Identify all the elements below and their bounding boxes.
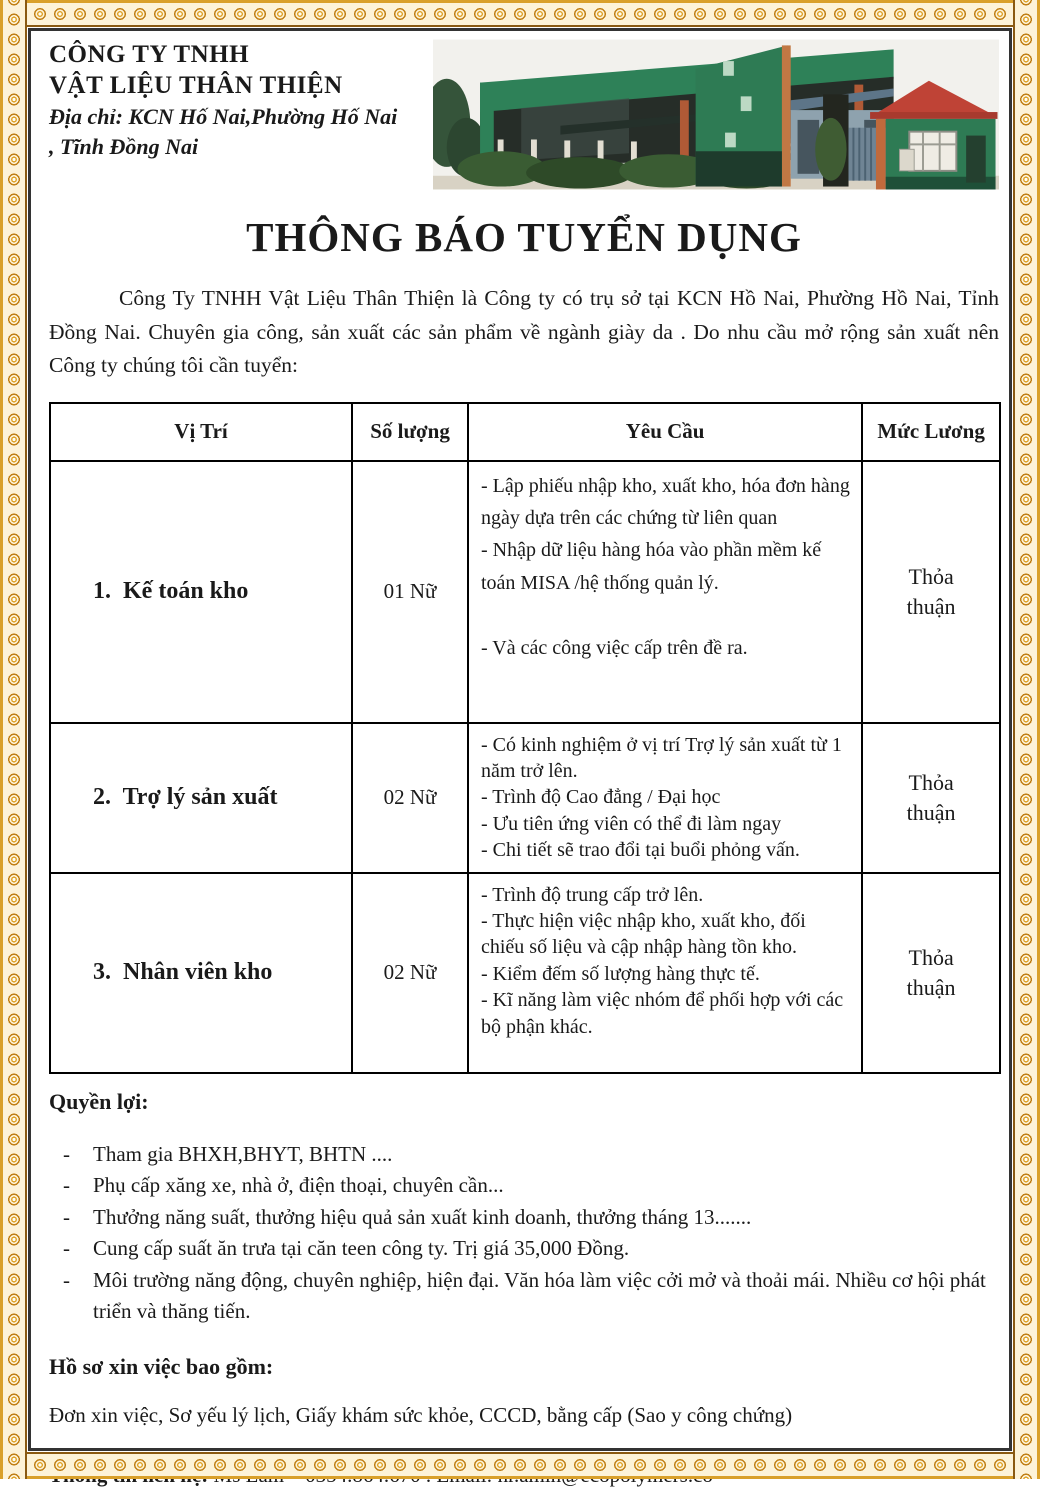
page-title: THÔNG BÁO TUYỂN DỤNG — [246, 214, 802, 260]
requirement-line: - Và các công việc cấp trên đề ra. — [480, 636, 748, 659]
position-cell: 1. Kế toán kho — [50, 461, 352, 723]
requirement-line: - Chi tiết sẽ trao đổi tại buổi phỏng vấn. — [480, 839, 800, 862]
table-row — [50, 461, 1000, 723]
requirement-line: - Kĩ năng làm việc nhóm để phối hợp với các bộ phận khác. — [480, 989, 844, 1038]
requirement-line: - Có kinh nghiệm ở vị trí Trợ lý sản xuất từ 1 năm trở lên. — [480, 733, 842, 782]
requirement-line: - Trình độ trung cấp trở lên. — [480, 883, 704, 906]
benefit-text: Thưởng năng suất, thưởng hiệu quả sản xuất kinh doanh, thưởng tháng 13....... — [93, 1204, 752, 1229]
benefit-text: Môi trường năng động, chuyên nghiệp, hiện đại. Văn hóa làm việc cởi mở và thoải mái. Nhiều cơ hội phát triển và thăng tiến. — [93, 1267, 986, 1324]
position-cell: 2. Trợ lý sản xuất — [50, 723, 352, 873]
benefit-item — [49, 1233, 995, 1265]
dash-marker: - — [63, 1141, 70, 1166]
requirement-line: - Kiểm đếm số lượng hàng thực tế. — [480, 962, 760, 985]
salary-cell: Thỏa thuận — [862, 461, 1000, 723]
documents-heading: Hồ sơ xin việc bao gồm: — [49, 1353, 274, 1379]
benefit-item — [49, 1139, 995, 1171]
benefit-text: Phụ cấp xăng xe, nhà ở, điện thoại, chuyên cần... — [93, 1173, 504, 1198]
table-row — [50, 723, 1000, 873]
requirements-list — [481, 470, 851, 664]
column-header-salary: Mức Lương — [862, 403, 1000, 461]
requirements-list — [481, 882, 851, 1040]
benefits-heading: Quyền lợi: — [49, 1088, 149, 1114]
frame-edge-top — [0, 0, 1040, 27]
frame-edge-right — [1013, 0, 1040, 1479]
company-photo — [433, 38, 999, 191]
jobs-table — [49, 402, 1001, 1074]
requirement-line: - Thực hiện việc nhập kho, xuất kho, đối chiếu số liệu và cập nhập hàng tồn kho. — [480, 909, 806, 959]
quantity-cell: 02 Nữ — [352, 723, 468, 873]
requirements-list — [481, 732, 851, 864]
dash-marker: - — [63, 1173, 70, 1198]
benefit-item — [49, 1202, 995, 1234]
header — [49, 38, 999, 191]
company-name-line2: VẬT LIỆU THÂN THIỆN — [49, 71, 343, 99]
requirement-line: - Trình độ Cao đẳng / Đại học — [480, 786, 721, 809]
dash-marker: - — [63, 1267, 70, 1292]
company-block — [49, 38, 433, 160]
company-name-line1: CÔNG TY TNHH — [49, 41, 250, 68]
benefit-text: Cung cấp suất ăn trưa tại căn teen công ty. Trị giá 35,000 Đồng. — [93, 1236, 630, 1261]
column-header-position: Vị Trí — [50, 403, 352, 461]
benefit-text: Tham gia BHXH,BHYT, BHTN .... — [93, 1141, 393, 1166]
benefits-list — [49, 1139, 999, 1328]
dash-marker: - — [63, 1204, 70, 1229]
benefit-item — [49, 1170, 995, 1202]
column-header-quantity: Số lượng — [352, 403, 468, 461]
salary-cell: Thỏa thuận — [862, 723, 1000, 873]
requirement-line — [481, 599, 851, 631]
position-cell: 3. Nhân viên kho — [50, 873, 352, 1073]
benefit-item — [49, 1265, 995, 1328]
requirement-line: - Nhập dữ liệu hàng hóa vào phần mềm kế toán MISA /hệ thống quản lý. — [480, 539, 822, 594]
quantity-cell: 01 Nữ — [352, 461, 468, 723]
table-header-row — [50, 403, 1000, 461]
intro-paragraph: Công Ty TNHH Vật Liệu Thân Thiện là Công ty có trụ sở tại KCN Hồ Nai, Phường Hồ Nai, Tỉnh Đồng Nai. Chuyên gia công, sản xuất các sản phẩm về ngành giày da . Do nhu cầu mở rộng sản xuất nên Công ty chúng tôi cần tuyển: — [49, 286, 999, 378]
company-address-line1: Địa chỉ: KCN Hố Nai,Phường Hố Nai — [49, 104, 398, 129]
requirement-line: - Ưu tiên ứng viên có thể đi làm ngay — [480, 812, 782, 835]
requirement-line: - Lập phiếu nhập kho, xuất kho, hóa đơn hàng ngày dựa trên các chứng từ liên quan — [480, 474, 850, 529]
quantity-cell: 02 Nữ — [352, 873, 468, 1073]
documents-content: Đơn xin việc, Sơ yếu lý lịch, Giấy khám sức khỏe, CCCD, bằng cấp (Sao y công chứng) — [49, 1402, 793, 1427]
table-row — [50, 873, 1000, 1073]
salary-cell: Thỏa thuận — [862, 873, 1000, 1073]
flyer-content — [31, 31, 1009, 1448]
company-address-line2: , Tĩnh Đồng Nai — [49, 133, 199, 159]
dash-marker: - — [63, 1236, 70, 1261]
frame-edge-left — [0, 0, 27, 1479]
frame-edge-bottom — [0, 1452, 1040, 1479]
column-header-requirements: Yêu Cầu — [468, 403, 862, 461]
